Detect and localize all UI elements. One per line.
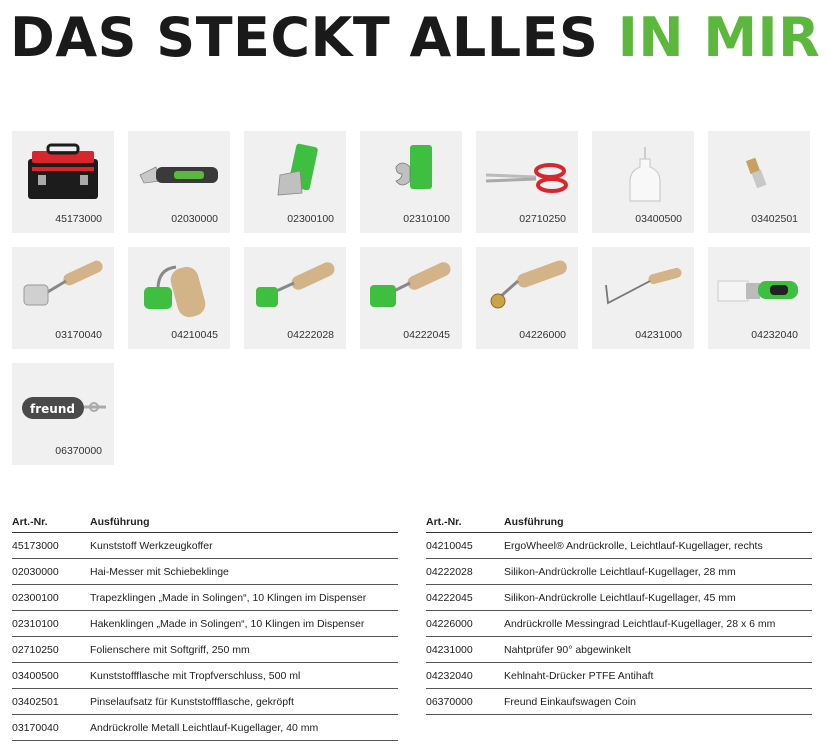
row-description: Trapezklingen „Made in Solingen“, 10 Klingen im Dispenser (90, 591, 367, 604)
product-code: 02310100 (403, 213, 450, 225)
product-code: 06370000 (55, 445, 102, 457)
table-row (426, 611, 812, 637)
toolbox-icon (18, 137, 108, 207)
table-row (426, 663, 812, 689)
row-description: ErgoWheel® Andrückrolle, Leichtlauf-Kugellager, rechts (504, 539, 763, 552)
row-art-nr: 02300100 (12, 591, 59, 604)
row-art-nr: 45173000 (12, 539, 59, 552)
article-table-left (12, 516, 398, 741)
article-table-right (426, 516, 812, 715)
product-code: 04231000 (635, 329, 682, 341)
row-description: Kehlnaht-Drücker PTFE Antihaft (504, 669, 654, 682)
row-art-nr: 03400500 (12, 669, 59, 682)
row-art-nr: 04210045 (426, 539, 473, 552)
row-art-nr: 04222045 (426, 591, 473, 604)
row-art-nr: 04231000 (426, 643, 473, 656)
row-description: Hai-Messer mit Schiebeklinge (90, 565, 229, 578)
row-art-nr: 02710250 (12, 643, 59, 656)
silicone-roller-28-icon (250, 253, 340, 323)
row-description: Kunststoff Werkzeugkoffer (90, 539, 213, 552)
row-art-nr: 04222028 (426, 565, 473, 578)
product-code: 45173000 (55, 213, 102, 225)
product-code: 02300100 (287, 213, 334, 225)
row-description: Andrückrolle Metall Leichtlauf-Kugellager, 40 mm (90, 721, 319, 734)
product-tile[interactable] (128, 247, 230, 349)
knife-icon (134, 137, 224, 207)
header-art-nr: Art.-Nr. (12, 516, 48, 528)
seam-presser-icon (714, 253, 804, 323)
table-row (12, 715, 398, 741)
table-row (426, 559, 812, 585)
product-code: 04210045 (171, 329, 218, 341)
shopping-cart-coin-icon (18, 369, 108, 439)
headline-part-green: IN MIR (617, 6, 821, 69)
product-tile[interactable] (12, 363, 114, 465)
product-code: 03400500 (635, 213, 682, 225)
product-code: 02030000 (171, 213, 218, 225)
table-row (12, 533, 398, 559)
table-header (426, 516, 812, 533)
product-tile[interactable] (360, 247, 462, 349)
headline-part-dark: DAS STECKT ALLES (10, 6, 618, 69)
table-row (426, 689, 812, 715)
metal-roller-icon (18, 253, 108, 323)
coin-text: freund (30, 402, 75, 416)
row-description: Silikon-Andrückrolle Leichtlauf-Kugellager, 45 mm (504, 591, 736, 604)
brass-roller-icon (482, 253, 572, 323)
product-tile[interactable] (12, 247, 114, 349)
product-tile[interactable] (708, 131, 810, 233)
product-tile[interactable] (12, 131, 114, 233)
product-tile[interactable] (476, 247, 578, 349)
product-tile[interactable] (360, 131, 462, 233)
table-row (12, 637, 398, 663)
product-code: 04222045 (403, 329, 450, 341)
table-row (426, 637, 812, 663)
row-description: Andrückrolle Messingrad Leichtlauf-Kugellager, 28 x 6 mm (504, 617, 776, 630)
silicone-roller-45-icon (366, 253, 456, 323)
headline (10, 6, 820, 70)
row-description: Nahtprüfer 90° abgewinkelt (504, 643, 631, 656)
product-code: 03170040 (55, 329, 102, 341)
table-row (12, 689, 398, 715)
table-header (12, 516, 398, 533)
hook-blade-dispenser-icon (366, 137, 456, 207)
product-tile[interactable] (592, 247, 694, 349)
header-art-nr: Art.-Nr. (426, 516, 462, 528)
product-code: 02710250 (519, 213, 566, 225)
table-row (426, 533, 812, 559)
table-row (12, 663, 398, 689)
scissors-icon (482, 137, 572, 207)
table-row (12, 559, 398, 585)
bottle-icon (598, 137, 688, 207)
row-art-nr: 06370000 (426, 695, 473, 708)
brush-attachment-icon (714, 137, 804, 207)
row-description: Hakenklingen „Made in Solingen“, 10 Klingen im Dispenser (90, 617, 365, 630)
row-art-nr: 03170040 (12, 721, 59, 734)
product-code: 03402501 (751, 213, 798, 225)
row-description: Folienschere mit Softgriff, 250 mm (90, 643, 250, 656)
header-description: Ausführung (90, 516, 150, 528)
table-row (12, 585, 398, 611)
row-art-nr: 02310100 (12, 617, 59, 630)
table-row (426, 585, 812, 611)
table-row (12, 611, 398, 637)
product-code: 04222028 (287, 329, 334, 341)
row-art-nr: 04232040 (426, 669, 473, 682)
ergo-roller-icon (134, 253, 224, 323)
product-tile[interactable] (244, 247, 346, 349)
row-description: Pinselaufsatz für Kunststoffflasche, gekröpft (90, 695, 294, 708)
row-art-nr: 04226000 (426, 617, 473, 630)
product-tile[interactable] (708, 247, 810, 349)
product-tile[interactable] (128, 131, 230, 233)
row-description: Freund Einkaufswagen Coin (504, 695, 636, 708)
product-tile[interactable] (592, 131, 694, 233)
row-description: Silikon-Andrückrolle Leichtlauf-Kugellager, 28 mm (504, 565, 736, 578)
seam-tester-icon (598, 253, 688, 323)
row-art-nr: 03402501 (12, 695, 59, 708)
row-art-nr: 02030000 (12, 565, 59, 578)
trapezoid-blade-dispenser-icon (250, 137, 340, 207)
product-code: 04226000 (519, 329, 566, 341)
header-description: Ausführung (504, 516, 564, 528)
product-tile[interactable] (244, 131, 346, 233)
product-code: 04232040 (751, 329, 798, 341)
row-description: Kunststoffflasche mit Tropfverschluss, 500 ml (90, 669, 301, 682)
product-tile[interactable] (476, 131, 578, 233)
